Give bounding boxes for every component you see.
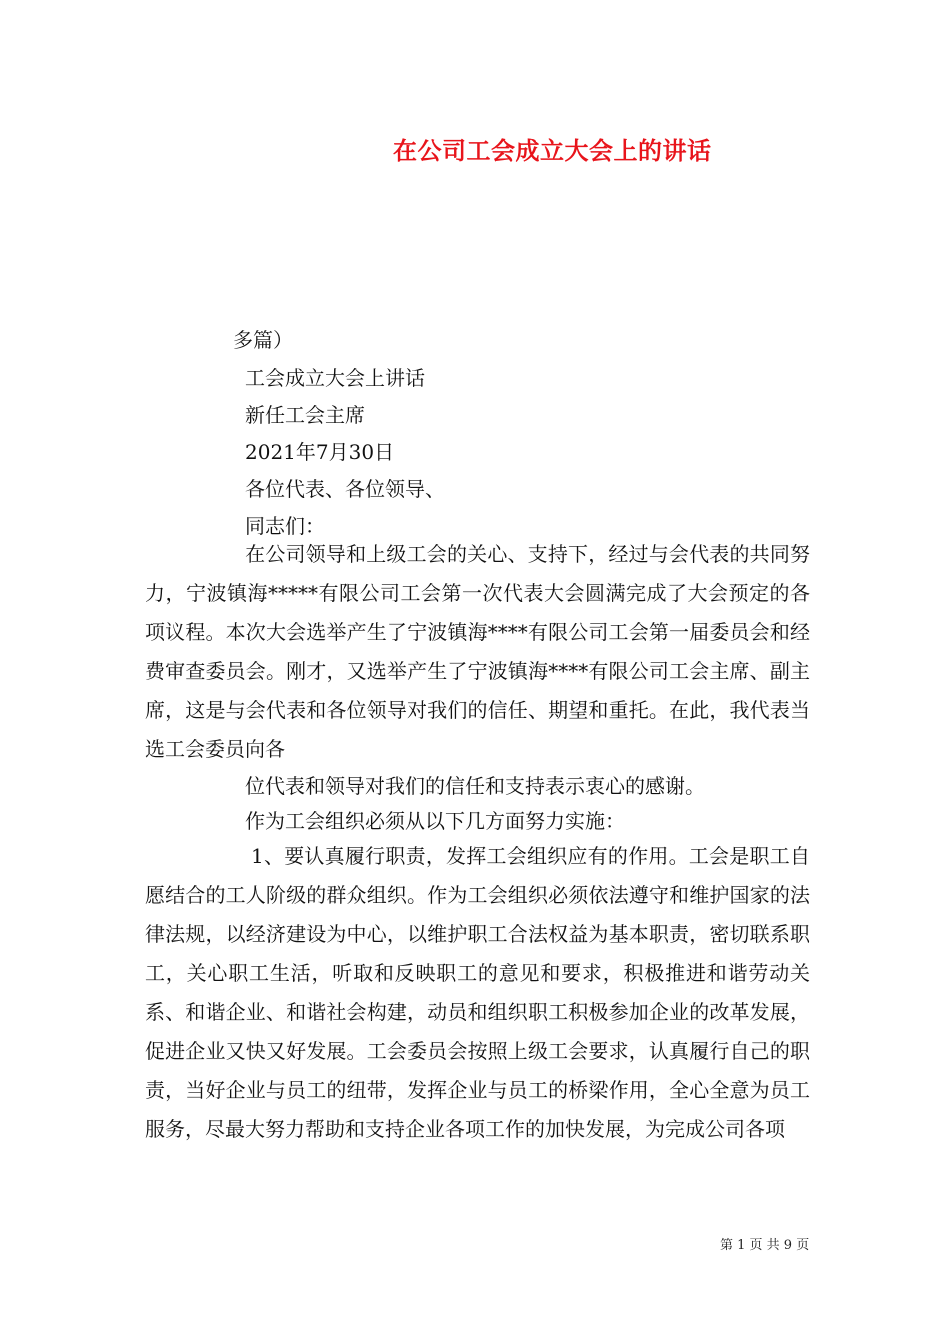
paragraph-4	[145, 837, 810, 1149]
paragraph-text: 位代表和领导对我们的信任和支持表示衷心的感谢。	[245, 774, 705, 798]
page-footer: 第 1 页 共 9 页	[720, 1238, 810, 1253]
paragraph-1	[145, 535, 810, 769]
paragraph-text: 1、要认真履行职责，发挥工会组织应有的作用。工会是职工自愿结合的工人阶级的群众组织。作为工会组织必须依法遵守和维护国家的法律法规，以经济建设为中心，以维护职工合法权益为基本职责，密切联系职工，关心职工生活，听取和反映职工的意见和要求，积极推进和谐劳动关系、和谐企业、和谐社会构建，动员和组织职工积极参加企业的改革发展，促进企业又快又好发展。工会委员会按照上级工会要求，认真履行自己的职责，当好企业与员工的纽带，发挥企业与员工的桥梁作用，全心全意为员工服务，尽最大努力帮助和支持企业各项工作的加快发展，为完成公司各项	[145, 844, 810, 1141]
paragraph-2	[145, 767, 810, 806]
salutation-line: 各位代表、各位领导、	[245, 477, 445, 501]
paragraph-text: 作为工会组织必须从以下几方面努力实施：	[245, 809, 625, 833]
paragraph-text: 在公司领导和上级工会的关心、支持下，经过与会代表的共同努力，宁波镇海*****有限公司工会第一次代表大会圆满完成了大会预定的各项议程。本次大会选举产生了宁波镇海****有限公司工会第一届委员会和经费审查委员会。刚才，又选举产生了宁波镇海****有限公司工会主席、副主席，这是与会代表和各位领导对我们的信任、期望和重托。在此，我代表当选工会委员向各	[145, 542, 810, 761]
salutation-line-2: 同志们：	[245, 514, 325, 538]
date-line: 2021年7月30日	[245, 440, 395, 464]
speech-title-line: 工会成立大会上讲话	[245, 366, 425, 390]
speaker-line: 新任工会主席	[245, 403, 365, 427]
document-title: 在公司工会成立大会上的讲话	[393, 136, 712, 165]
paragraph-3	[145, 802, 810, 841]
text-line: 多篇）	[233, 328, 293, 352]
